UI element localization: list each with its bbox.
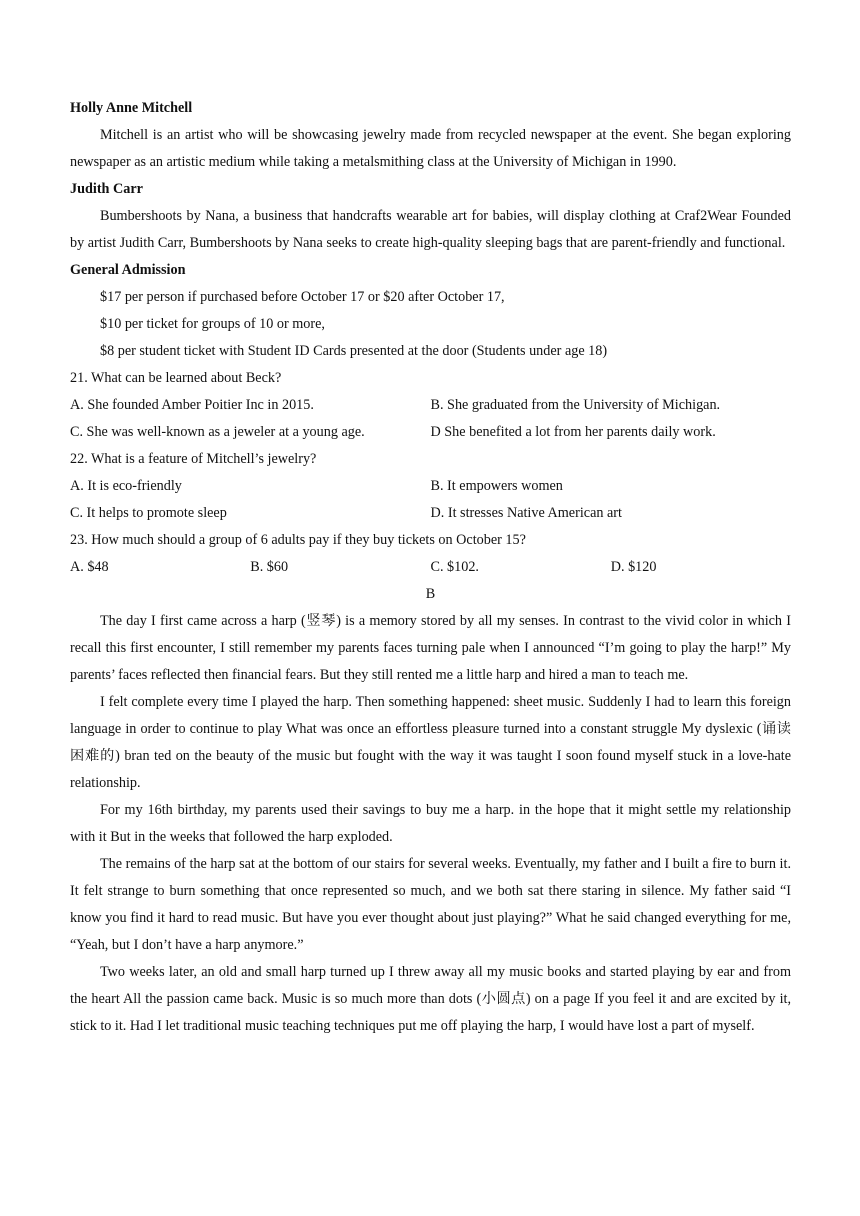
admission-line: $10 per ticket for groups of 10 or more, bbox=[100, 316, 325, 332]
passage-paragraph: Two weeks later, an old and small harp turned up I threw away all my music books and started playing by ear and from the heart All the passion came back. Music is so much more than dots (小圆点) on a page If you feel it and are excited by it, stick to it. Had I let traditional music teaching techniques put me off playing the harp, I would have lost a part of myself. bbox=[70, 964, 791, 1034]
option-d: D. It stresses Native American art bbox=[430, 505, 622, 521]
mitchell-paragraph: Mitchell is an artist who will be showcasing jewelry made from recycled newspaper at the event. She began exploring newspaper as an artistic medium while taking a metalsmithing class at the University of Michigan in 1990. bbox=[70, 127, 791, 170]
question-21-options-row bbox=[70, 392, 791, 419]
carr-heading: Judith Carr bbox=[70, 181, 143, 197]
passage-paragraph: The day I first came across a harp (竖琴) is a memory stored by all my senses. In contrast to the vivid color in which I recall this first encounter, I still remember my parents faces turning pale when I announced “I’m going to play the harp!” My parents’ faces reflected then financial fears. But they still rented me a little harp and hired a man to teach me. bbox=[70, 613, 791, 683]
option-a: A. It is eco-friendly bbox=[70, 478, 182, 494]
passage-paragraph: I felt complete every time I played the harp. Then something happened: sheet music. Suddenly I had to learn this foreign language in order to continue to play What was once an effortless pleasure turned into a constant struggle My dyslexic (诵读困难的) bran ted on the beauty of the music but fought with the way it was taught I soon found myself stuck in a love-hate relationship. bbox=[70, 694, 791, 791]
admission-line: $17 per person if purchased before October 17 or $20 after October 17, bbox=[100, 289, 505, 305]
option-b: B. She graduated from the University of Michigan. bbox=[430, 397, 721, 413]
option-d: D. $120 bbox=[610, 559, 657, 575]
question-21-options-row bbox=[70, 419, 791, 446]
option-b: B. $60 bbox=[250, 559, 289, 575]
question-23-stem: 23. How much should a group of 6 adults pay if they buy tickets on October 15? bbox=[70, 532, 526, 548]
option-a: A. She founded Amber Poitier Inc in 2015. bbox=[70, 397, 314, 413]
admission-heading: General Admission bbox=[70, 262, 186, 278]
question-23-options-row bbox=[70, 554, 791, 581]
document-page bbox=[70, 95, 791, 1040]
option-b: B. It empowers women bbox=[430, 478, 563, 494]
mitchell-heading: Holly Anne Mitchell bbox=[70, 100, 193, 116]
question-22-stem: 22. What is a feature of Mitchell’s jewelry? bbox=[70, 451, 317, 467]
section-b-label: B bbox=[425, 586, 436, 602]
question-21-stem: 21. What can be learned about Beck? bbox=[70, 370, 282, 386]
carr-paragraph: Bumbershoots by Nana, a business that handcrafts wearable art for babies, will display clothing at Craf2Wear Founded by artist Judith Carr, Bumbershoots by Nana seeks to create high-quality sleeping bags that are parent-friendly and functional. bbox=[70, 208, 791, 251]
option-c: C. She was well-known as a jeweler at a young age. bbox=[70, 424, 365, 440]
question-22-options-row bbox=[70, 500, 791, 527]
admission-line: $8 per student ticket with Student ID Cards presented at the door (Students under age 18) bbox=[100, 343, 608, 359]
option-c: C. It helps to promote sleep bbox=[70, 505, 227, 521]
question-22-options-row bbox=[70, 473, 791, 500]
passage-paragraph: For my 16th birthday, my parents used their savings to buy me a harp. in the hope that it might settle my relationship with it But in the weeks that followed the harp exploded. bbox=[70, 802, 791, 845]
option-d: D She benefited a lot from her parents daily work. bbox=[430, 424, 716, 440]
passage-paragraph: The remains of the harp sat at the bottom of our stairs for several weeks. Eventually, my father and I built a fire to burn it. It felt strange to burn something that once represented so much, and we both sat there staring in silence. My father said “I know you find it hard to read music. But have you ever thought about just playing?” What he said changed everything for me, “Yeah, but I don’t have a harp anymore.” bbox=[70, 856, 791, 953]
option-a: A. $48 bbox=[70, 559, 109, 575]
option-c: C. $102. bbox=[430, 559, 479, 575]
